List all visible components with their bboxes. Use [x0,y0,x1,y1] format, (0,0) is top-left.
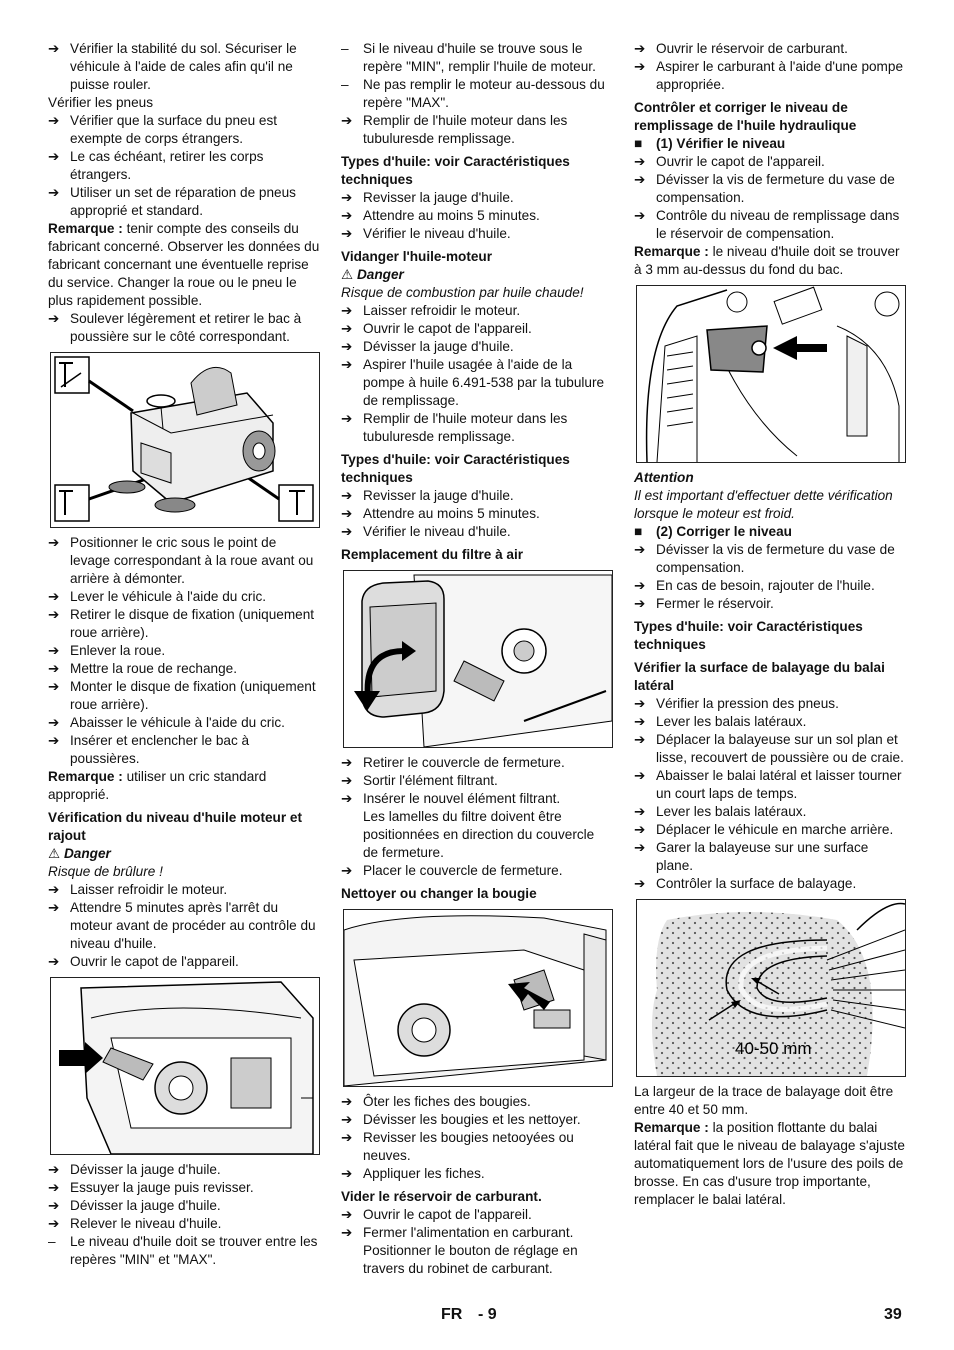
step: ➔ Utiliser un set de réparation de pneus approprié et standard. [48,185,296,218]
section-heading: Types d'huile: voir Caractéristiques techniques [341,452,570,485]
figure-spark-plug [343,909,613,1087]
arrow-icon: ➔ [48,679,60,694]
arrow-icon: ➔ [341,321,353,336]
step: ➔ Ôter les fiches des bougies. [341,1094,531,1109]
step: ➔ Ouvrir le capot de l'appareil. [634,154,825,169]
step: ➔ Revisser la jauge d'huile. [341,488,514,503]
arrow-icon: ➔ [48,954,60,969]
arrow-icon: ➔ [634,596,646,611]
step: ➔ Aspirer le carburant à l'aide d'une pompe appropriée. [634,59,904,92]
danger-text: Risque de combustion par huile chaude! [341,285,584,300]
subheading: ■ (1) Vérifier le niveau [634,136,786,151]
arrow-icon: ➔ [341,208,353,223]
arrow-icon: ➔ [48,607,60,622]
arrow-icon: ➔ [48,535,60,550]
warning-icon: ⚠ [341,267,354,282]
step: ➔ Monter le disque de fixation (uniquement roue arrière). [48,679,316,712]
step: ➔ Insérer le nouvel élément filtrant. [341,791,561,806]
section-heading: Vider le réservoir de carburant. [341,1189,542,1204]
arrow-icon: ➔ [634,732,646,747]
remark: Remarque : le niveau d'huile doit se trouver à 3 mm au-dessus du fond du bac. [634,244,900,277]
subheading: ■ (2) Corriger le niveau [634,524,792,539]
arrow-icon: ➔ [341,1166,353,1181]
step: ➔ Mettre la roue de rechange. [48,661,238,676]
arrow-icon: ➔ [48,882,60,897]
arrow-icon: ➔ [341,506,353,521]
danger-label: ⚠ Danger [341,267,404,282]
paragraph: La largeur de la trace de balayage doit être entre 40 et 50 mm. [634,1084,894,1117]
arrow-icon: ➔ [48,149,60,164]
step: ➔ Essuyer la jauge puis revisser. [48,1180,254,1195]
arrow-icon: ➔ [48,1180,60,1195]
step: ➔ Remplir de l'huile moteur dans les tubuluresde remplissage. [341,411,568,444]
step: ➔ Contrôler la surface de balayage. [634,876,857,891]
arrow-icon: ➔ [341,488,353,503]
arrow-icon: ➔ [341,755,353,770]
figure-oil-dipstick [50,977,320,1155]
arrow-icon: ➔ [341,190,353,205]
step: ➔ Laisser refroidir le moteur. [341,303,521,318]
section-heading: Types d'huile: voir Caractéristiques techniques [341,154,570,187]
danger-label: ⚠ Danger [48,846,111,861]
note-item: – Si le niveau d'huile se trouve sous le repère "MIN", remplir l'huile de moteur. [341,41,596,74]
figure-sweeper-jack [50,352,320,528]
arrow-icon: ➔ [48,900,60,915]
step: ➔ Insérer et enclencher le bac à poussières. [48,733,250,766]
step: ➔ Vérifier la stabilité du sol. Sécuriser le véhicule à l'aide de cales afin qu'il ne puisse rouler. [48,41,297,92]
arrow-icon: ➔ [341,863,353,878]
step: ➔ Lever les balais latéraux. [634,804,807,819]
arrow-icon: ➔ [341,1130,353,1145]
square-bullet-icon: ■ [634,524,643,539]
remark: Remarque : la position flottante du balai latéral fait que le niveau de balayage s'ajuste automatiquement lors de l'usure des poils de brosse. En cas d'usure trop importante, remplacer le balai latéral. [634,1120,905,1207]
arrow-icon: ➔ [634,154,646,169]
footer-lang: FR [441,1306,463,1323]
step: ➔ Retirer le disque de fixation (uniquement roue arrière). [48,607,315,640]
step: ➔ Dévisser les bougies et les nettoyer. [341,1112,581,1127]
step: ➔ En cas de besoin, rajouter de l'huile. [634,578,875,593]
step: ➔ Dévisser la vis de fermeture du vase de compensation. [634,172,895,205]
danger-text: Risque de brûlure ! [48,864,163,879]
note-item: – Le niveau d'huile doit se trouver entre les repères "MIN" et "MAX". [48,1234,318,1267]
arrow-icon: ➔ [341,773,353,788]
trace-width-label: 40-50 mm [735,1039,812,1058]
arrow-icon: ➔ [634,208,646,223]
step: ➔ Abaisser le balai latéral et laisser tourner un court laps de temps. [634,768,902,801]
arrow-icon: ➔ [48,1162,60,1177]
arrow-icon: ➔ [48,643,60,658]
step: ➔ Enlever la roue. [48,643,166,658]
dash-icon: – [48,1234,56,1249]
arrow-icon: ➔ [634,822,646,837]
arrow-icon: ➔ [634,59,646,74]
arrow-icon: ➔ [341,1094,353,1109]
arrow-icon: ➔ [48,715,60,730]
arrow-icon: ➔ [341,357,353,372]
arrow-icon: ➔ [48,1198,60,1213]
arrow-icon: ➔ [341,303,353,318]
step: ➔ Laisser refroidir le moteur. [48,882,228,897]
arrow-icon: ➔ [341,1225,353,1240]
step: ➔ Vérifier la pression des pneus. [634,696,839,711]
step: ➔ Ouvrir le capot de l'appareil. [341,321,532,336]
arrow-icon: ➔ [341,1207,353,1222]
arrow-icon: ➔ [341,524,353,539]
arrow-icon: ➔ [634,768,646,783]
column-1 [48,40,320,1269]
step: ➔ Attendre au moins 5 minutes. [341,208,540,223]
step: ➔ Retirer le couvercle de fermeture. [341,755,565,770]
arrow-icon: ➔ [48,661,60,676]
step: ➔ Garer la balayeuse sur une surface plane. [634,840,869,873]
section-heading: Vérification du niveau d'huile moteur et rajout [48,810,303,843]
arrow-icon: ➔ [48,41,60,56]
step: ➔ Déplacer la balayeuse sur un sol plan et lisse, recouvert de poussière ou de craie. [634,732,904,765]
step: ➔ Dévisser la jauge d'huile. [341,339,514,354]
step: ➔ Dévisser la jauge d'huile. [48,1198,221,1213]
section-heading: Vidanger l'huile-moteur [341,249,493,264]
step: ➔ Placer le couvercle de fermeture. [341,863,563,878]
step: ➔ Ouvrir le réservoir de carburant. [634,41,848,56]
step: ➔ Positionner le cric sous le point de levage correspondant à la roue avant ou arrière à démonter. [48,535,314,586]
remark: Remarque : utiliser un cric standard approprié. [48,769,267,802]
column-2 [341,40,613,1278]
step: ➔ Revisser les bougies netooyées ou neuves. [341,1130,574,1163]
arrow-icon: ➔ [341,339,353,354]
column-3 [634,40,906,1209]
arrow-icon: ➔ [634,542,646,557]
remark: Remarque : tenir compte des conseils du fabricant concerné. Observer les données du fabricant concernant une éventuelle reprise du service. Changer la roue ou le pneu le plus rapidement possible. [48,221,320,308]
arrow-icon: ➔ [634,172,646,187]
step: ➔ Vérifier le niveau d'huile. [341,524,511,539]
arrow-icon: ➔ [341,1112,353,1127]
step: ➔ Lever le véhicule à l'aide du cric. [48,589,267,604]
arrow-icon: ➔ [634,840,646,855]
step: ➔ Dévisser la jauge d'huile. [48,1162,221,1177]
paragraph: Les lamelles du filtre doivent être positionnées en direction du couvercle de fermeture. [363,809,595,860]
step: ➔ Dévisser la vis de fermeture du vase de compensation. [634,542,895,575]
step: ➔ Attendre 5 minutes après l'arrêt du moteur avant de procéder au contrôle du niveau d'huile. [48,900,316,951]
arrow-icon: ➔ [48,311,60,326]
arrow-icon: ➔ [48,1216,60,1231]
step: ➔ Ouvrir le capot de l'appareil. [341,1207,532,1222]
section-heading: Remplacement du filtre à air [341,547,524,562]
footer-subpage: - 9 [478,1306,497,1323]
arrow-icon: ➔ [634,876,646,891]
step: ➔ Revisser la jauge d'huile. [341,190,514,205]
dash-icon: – [341,41,349,56]
step: ➔ Vérifier que la surface du pneu est exempte de corps étrangers. [48,113,278,146]
note-item: – Ne pas remplir le moteur au-dessous du repère "MAX". [341,77,605,110]
step: ➔ Attendre au moins 5 minutes. [341,506,540,521]
step: ➔ Remplir de l'huile moteur dans les tubuluresde remplissage. [341,113,568,146]
step: ➔ Lever les balais latéraux. [634,714,807,729]
figure-sweep-trace [636,899,906,1077]
step: ➔ Fermer le réservoir. [634,596,774,611]
section-heading: Vérifier la surface de balayage du balai latéral [634,660,885,693]
arrow-icon: ➔ [634,578,646,593]
dash-icon: – [341,77,349,92]
attention-label: Attention [634,470,694,485]
attention-text: Il est important d'effectuer dette vérification lorsque le moteur est froid. [634,488,893,521]
arrow-icon: ➔ [634,714,646,729]
figure-air-filter [343,570,613,748]
section-heading: Contrôler et corriger le niveau de remplissage de l'huile hydraulique [634,100,857,133]
step: ➔ Relever le niveau d'huile. [48,1216,222,1231]
arrow-icon: ➔ [341,791,353,806]
step: ➔ Déplacer le véhicule en marche arrière. [634,822,894,837]
section-heading: Nettoyer ou changer la bougie [341,886,537,901]
step: ➔ Aspirer l'huile usagée à l'aide de la pompe à huile 6.491-538 par la tubulure de remplissage. [341,357,605,408]
page-number: 39 [884,1306,902,1323]
arrow-icon: ➔ [634,804,646,819]
step: ➔ Abaisser le véhicule à l'aide du cric. [48,715,285,730]
step: ➔ Fermer l'alimentation en carburant. [341,1225,574,1240]
arrow-icon: ➔ [341,411,353,426]
step: ➔ Appliquer les fiches. [341,1166,485,1181]
step: ➔ Soulever légèrement et retirer le bac à poussière sur le côté correspondant. [48,311,302,344]
step: ➔ Le cas échéant, retirer les corps étrangers. [48,149,264,182]
arrow-icon: ➔ [341,113,353,128]
arrow-icon: ➔ [48,113,60,128]
section-heading: Types d'huile: voir Caractéristiques techniques [634,619,863,652]
arrow-icon: ➔ [48,185,60,200]
arrow-icon: ➔ [48,589,60,604]
warning-icon: ⚠ [48,846,61,861]
step: ➔ Vérifier le niveau d'huile. [341,226,511,241]
step: ➔ Sortir l'élément filtrant. [341,773,498,788]
arrow-icon: ➔ [634,696,646,711]
paragraph: Positionner le bouton de réglage en travers du robinet de carburant. [363,1243,578,1276]
step: ➔ Ouvrir le capot de l'appareil. [48,954,239,969]
figure-hydraulic-tank [636,285,906,463]
paragraph: Vérifier les pneus [48,95,154,110]
arrow-icon: ➔ [341,226,353,241]
arrow-icon: ➔ [634,41,646,56]
step: ➔ Contrôle du niveau de remplissage dans le réservoir de compensation. [634,208,900,241]
square-bullet-icon: ■ [634,136,643,151]
arrow-icon: ➔ [48,733,60,748]
